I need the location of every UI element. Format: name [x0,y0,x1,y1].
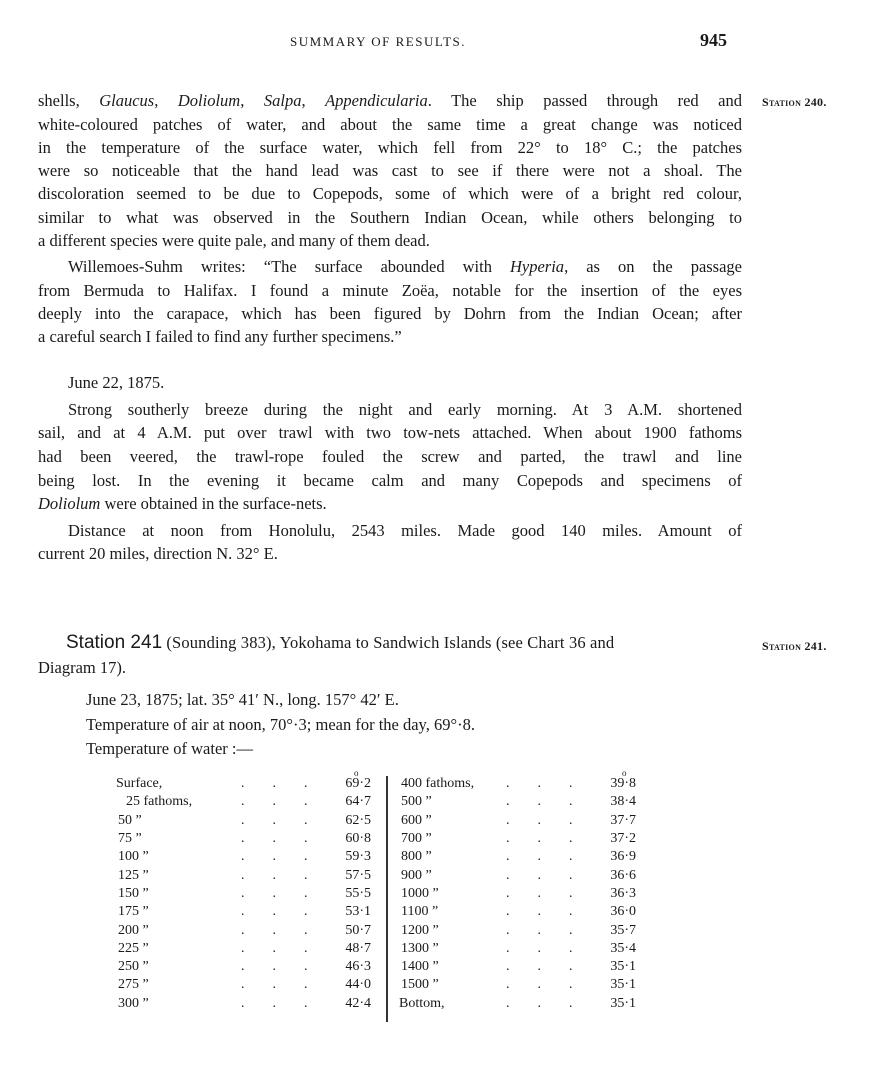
temperature-value: 36·0 [610,904,636,920]
leader-dots: . . . [506,922,573,938]
temperature-value: 39·8 [610,776,636,792]
leader-dots: . . . [241,885,308,901]
paragraph-line: were so noticeable that the hand lead was cast to see if there were not a shoal. The [38,161,742,180]
leader-dots: . . . [506,904,573,920]
temperature-value: 62·5 [345,812,371,828]
depth-cell: 200 ” [118,922,149,938]
temperature-value: 69·2 [345,776,371,792]
leader-dots: . . . [506,977,573,993]
depth-cell: 175 ” [118,904,149,920]
depth-cell: 400 fathoms, [401,776,475,792]
paragraph-line: discoloration seemed to be due to Copepods, some of which were of a bright red colour, [38,184,742,203]
depth-cell: 275 ” [118,977,149,993]
temperature-value: 37·7 [610,812,636,828]
temperature-value: 55·5 [345,885,371,901]
paragraph-line: current 20 miles, direction N. 32° E. [38,544,278,563]
page-number: 945 [700,30,727,50]
table-row [112,921,636,939]
leader-dots: . . . [241,922,308,938]
temperature-value: 35·1 [610,959,636,975]
table-row [112,866,636,884]
leader-dots: . . . [241,940,308,956]
paragraph-line: had been veered, the trawl-rope fouled the screw and parted, the trawl and line [38,447,742,466]
temperature-value: 38·4 [610,794,636,810]
table-row [112,775,636,793]
temperature-value: 36·9 [610,849,636,865]
table-row [112,995,636,1013]
temperature-value: 50·7 [345,922,371,938]
paragraph-line: a different species were quite pale, and many of them dead. [38,231,430,250]
depth-cell: 1000 ” [401,885,439,901]
running-title: SUMMARY OF RESULTS. [290,34,467,49]
temperature-value: 53·1 [345,904,371,920]
temperature-value: 59·3 [345,849,371,865]
paragraph-line: in the temperature of the surface water, which fell from 22° to 18° C.; the patches [38,138,742,157]
depth-cell: 100 ” [118,849,149,865]
station-title: Station 241 [66,632,163,653]
depth-cell: 125 ” [118,867,149,883]
station-heading-cont: Diagram 17). [38,658,126,677]
table-row [112,958,636,976]
station-heading [66,633,614,653]
temperature-value: 36·6 [610,867,636,883]
temperature-value: 44·0 [345,977,371,993]
depth-cell: Surface, [116,776,163,792]
table-row [112,848,636,866]
temperature-value: 37·2 [610,831,636,847]
degree-mark: o [354,768,359,778]
table-row [112,976,636,994]
paragraph-line: Willemoes-Suhm writes: “The surface abounded with Hyperia, as on the passage [68,257,743,276]
leader-dots: . . . [506,867,573,883]
water-temperature-table [112,775,636,1013]
table-row [112,830,636,848]
paragraph-line: from Bermuda to Halifax. I found a minute Zoëa, notable for the insertion of the eyes [38,281,742,300]
paragraph-line: deeply into the carapace, which has been figured by Dohrn from the Indian Ocean; after [38,304,742,323]
table-row [112,793,636,811]
paragraph-line: shells, Glaucus, Doliolum, Salpa, Appendicularia. The ship passed through red and [38,91,743,110]
depth-cell: 500 ” [401,794,432,810]
depth-cell: 50 ” [118,812,142,828]
table-row [112,812,636,830]
depth-cell: 1200 ” [401,922,439,938]
temperature-value: 35·4 [610,940,636,956]
paragraph-line: sail, and at 4 A.M. put over trawl with two tow-nets attached. When about 1900 fathoms [38,423,742,442]
margin-note-station-240: Station 240. [762,95,827,109]
table-row [112,885,636,903]
leader-dots: . . . [241,904,308,920]
depth-cell: 700 ” [401,831,432,847]
leader-dots: . . . [506,849,573,865]
depth-cell: 600 ” [401,812,432,828]
leader-dots: . . . [506,776,573,792]
leader-dots: . . . [241,831,308,847]
temperature-value: 36·3 [610,885,636,901]
temperature-value: 57·5 [345,867,371,883]
table-row [112,940,636,958]
temperature-value: 42·4 [345,995,371,1011]
temperature-value: 35·1 [610,977,636,993]
depth-cell: 1400 ” [401,959,439,975]
temperature-value: 64·7 [345,794,371,810]
depth-cell: 150 ” [118,885,149,901]
paragraph-line: white-coloured patches of water, and about the same time a great change was noticed [38,115,742,134]
leader-dots: . . . [241,959,308,975]
depth-cell: 1500 ” [401,977,439,993]
air-temperature: Temperature of air at noon, 70°·3; mean for the day, 69°·8. [86,715,475,734]
leader-dots: . . . [506,812,573,828]
depth-cell: 25 fathoms, [126,794,193,810]
depth-cell: 300 ” [118,995,149,1011]
leader-dots: . . . [241,867,308,883]
station-position: June 23, 1875; lat. 35° 41′ N., long. 157° 42′ E. [86,690,399,709]
temperature-value: 48·7 [345,940,371,956]
leader-dots: . . . [241,776,308,792]
degree-mark: o [622,768,627,778]
leader-dots: . . . [241,812,308,828]
depth-cell: 225 ” [118,940,149,956]
temperature-value: 35·1 [610,995,636,1011]
date-june-22: June 22, 1875. [68,373,165,392]
table-row [112,903,636,921]
leader-dots: . . . [506,794,573,810]
leader-dots: . . . [506,995,573,1011]
water-temperature-label: Temperature of water :— [86,739,253,758]
temperature-value: 35·7 [610,922,636,938]
table-divider [386,776,388,1022]
leader-dots: . . . [241,977,308,993]
depth-cell: Bottom, [399,995,445,1011]
leader-dots: . . . [241,794,308,810]
depth-cell: 800 ” [401,849,432,865]
depth-cell: 900 ” [401,867,432,883]
margin-note-station-241: Station 241. [762,639,827,653]
station-heading-text: (Sounding 383), Yokohama to Sandwich Islands (see Chart 36 and [162,633,615,652]
leader-dots: . . . [506,959,573,975]
paragraph-line: Doliolum were obtained in the surface-nets. [38,494,327,513]
depth-cell: 1300 ” [401,940,439,956]
paragraph-line: Strong southerly breeze during the night and early morning. At 3 A.M. shortened [68,400,742,419]
paragraph-line: Distance at noon from Honolulu, 2543 miles. Made good 140 miles. Amount of [68,521,742,540]
paragraph-line: similar to what was observed in the Southern Indian Ocean, while others belonging to [38,208,742,227]
depth-cell: 75 ” [118,831,142,847]
leader-dots: . . . [506,940,573,956]
depth-cell: 250 ” [118,959,149,975]
paragraph-line: a careful search I failed to find any further specimens.” [38,327,402,346]
depth-cell: 1100 ” [401,904,439,920]
paragraph-line: being lost. In the evening it became calm and many Copepods and specimens of [38,471,742,490]
leader-dots: . . . [241,995,308,1011]
leader-dots: . . . [241,849,308,865]
temperature-value: 60·8 [345,831,371,847]
temperature-value: 46·3 [345,959,371,975]
leader-dots: . . . [506,831,573,847]
leader-dots: . . . [506,885,573,901]
